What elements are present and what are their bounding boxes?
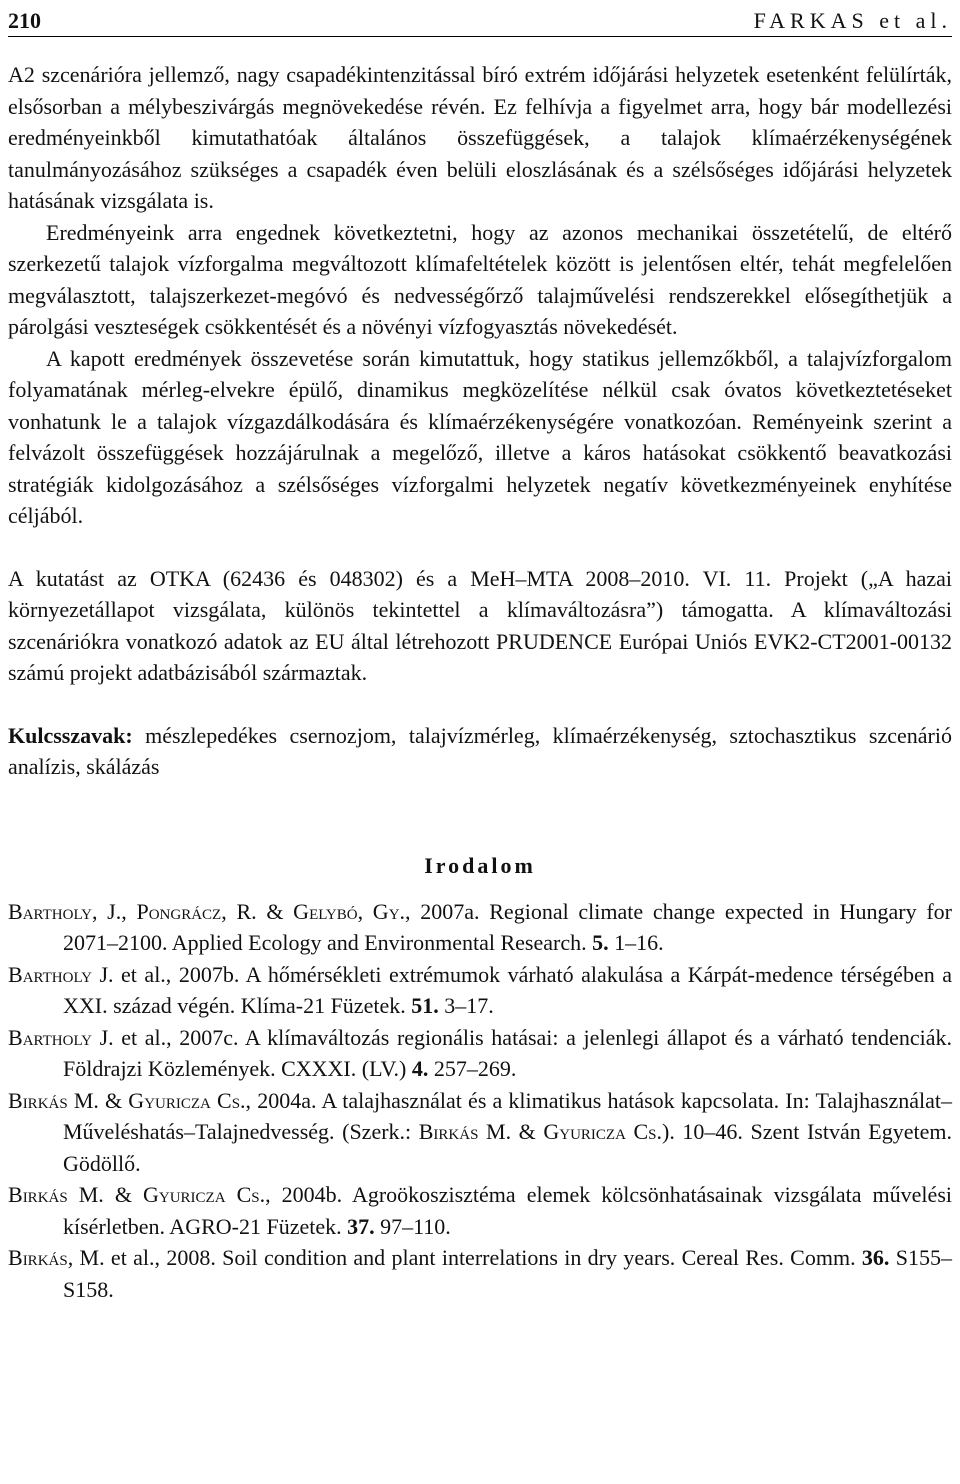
keywords <box>8 720 952 783</box>
reference-list <box>8 896 952 1306</box>
paragraph-3: A kapott eredmények összevetése során kimutattuk, hogy statikus jellemzőkből, a talajvízforgalom folyamatának mérleg-elvekre épülő, dinamikus megközelítése nélkül csak óvatos következtetéseket vonhatunk le a talajok vízgazdálkodására és klímaérzékenységére vonatkozóan. Reményeink szerint a felvázolt összefüggések hozzájárulnak a megelőző, illetve a káros hatásokat csökkentő beavatkozási stratégiák kidolgozásához a szélsőséges vízforgalmi helyzetek negatív következményeinek enyhítése céljából. <box>8 345 952 528</box>
reference-item: Bartholy J. et al., 2007c. A klímaváltozás regionális hatásai: a jelenlegi állapot és a várható tendenciák. Földrajzi Közlemények. CXXXI. (LV.) 4. 257–269. <box>8 1024 952 1081</box>
spacer <box>8 532 952 563</box>
reference-item: Bartholy, J., Pongrácz, R. & Gelybó, Gy., 2007a. Regional climate change expected in Hungary for 2071–2100. Applied Ecology and Environmental Research. 5. 1–16. <box>8 898 952 955</box>
reference-item: Bartholy J. et al., 2007b. A hőmérsékleti extrémumok várható alakulása a Kárpát-medence térségében a XXI. század végén. Klíma-21 Füzetek. 51. 3–17. <box>8 961 952 1018</box>
page-header <box>8 4 952 37</box>
running-title: FARKAS et al. <box>753 8 952 33</box>
reference-item: Birkás M. & Gyuricza Cs., 2004a. A talajhasználat és a klimatikus hatások kapcsolata. In: Talajhasználat–Műveléshatás–Talajnedvesség. (Szerk.: Birkás M. & Gyuricza Cs.). 10–46. Szent István Egyetem. Gödöllő. <box>8 1087 952 1176</box>
reference-item: Birkás, M. et al., 2008. Soil condition and plant interrelations in dry years. Cereal Res. Comm. 36. S155–S158. <box>8 1245 952 1302</box>
reference-item: Birkás M. & Gyuricza Cs., 2004b. Agroökoszisztéma elemek kölcsönhatásainak vizsgálata művelési kísérletben. AGRO-21 Füzetek. 37. 97–110. <box>8 1182 952 1239</box>
page <box>8 0 952 1305</box>
spacer <box>8 689 952 720</box>
references-title: Irodalom <box>424 852 536 878</box>
paragraph-1: A2 szcenárióra jellemző, nagy csapadékintenzitással bíró extrém időjárási helyzetek esetenként felülírták, elsősorban a mélybeszivárgás megnövekedése révén. Ez felhívja a figyelmet arra, hogy bár modellezési eredményeinkből kimutathatóak általános összefüggések, a talajok klímaérzékenységének tanulmányozásához szükséges a csapadék éven belüli eloszlásának és a szélsőséges időjárási helyzetek hatásának vizsgálata is. <box>8 62 952 213</box>
paragraph-2: Eredményeink arra engednek következtetni, hogy az azonos mechanikai összetételű, de eltérő szerkezetű talajok vízforgalma megváltozott klímafeltételek között is jelentősen eltér, tehát megfelelően megválasztott, talajszerkezet-megóvó és nedvességőrző talajművelési rendszerekkel elősegíthetjük a párolgási veszteségek csökkentését és a növényi vízfogyasztás növekedését. <box>8 219 952 339</box>
acknowledgement: A kutatást az OTKA (62436 és 048302) és a MeH–MTA 2008–2010. VI. 11. Projekt („A hazai környezetállapot vizsgálata, különös tekintettel a klímaváltozásra”) támogatta. A klímaváltozási szcenáriókra vonatkozó adatok az EU által létrehozott PRUDENCE Európai Uniós EVK2-CT2001-00132 számú projekt adatbázisából származtak. <box>8 565 952 685</box>
body-text <box>8 59 952 783</box>
page-number: 210 <box>8 8 41 33</box>
keywords-label: Kulcsszavak: <box>8 722 133 748</box>
keywords-text: mészlepedékes csernozjom, talajvízmérleg, klímaérzékenység, sztochasztikus szcenárió analízis, skálázás <box>8 722 952 779</box>
